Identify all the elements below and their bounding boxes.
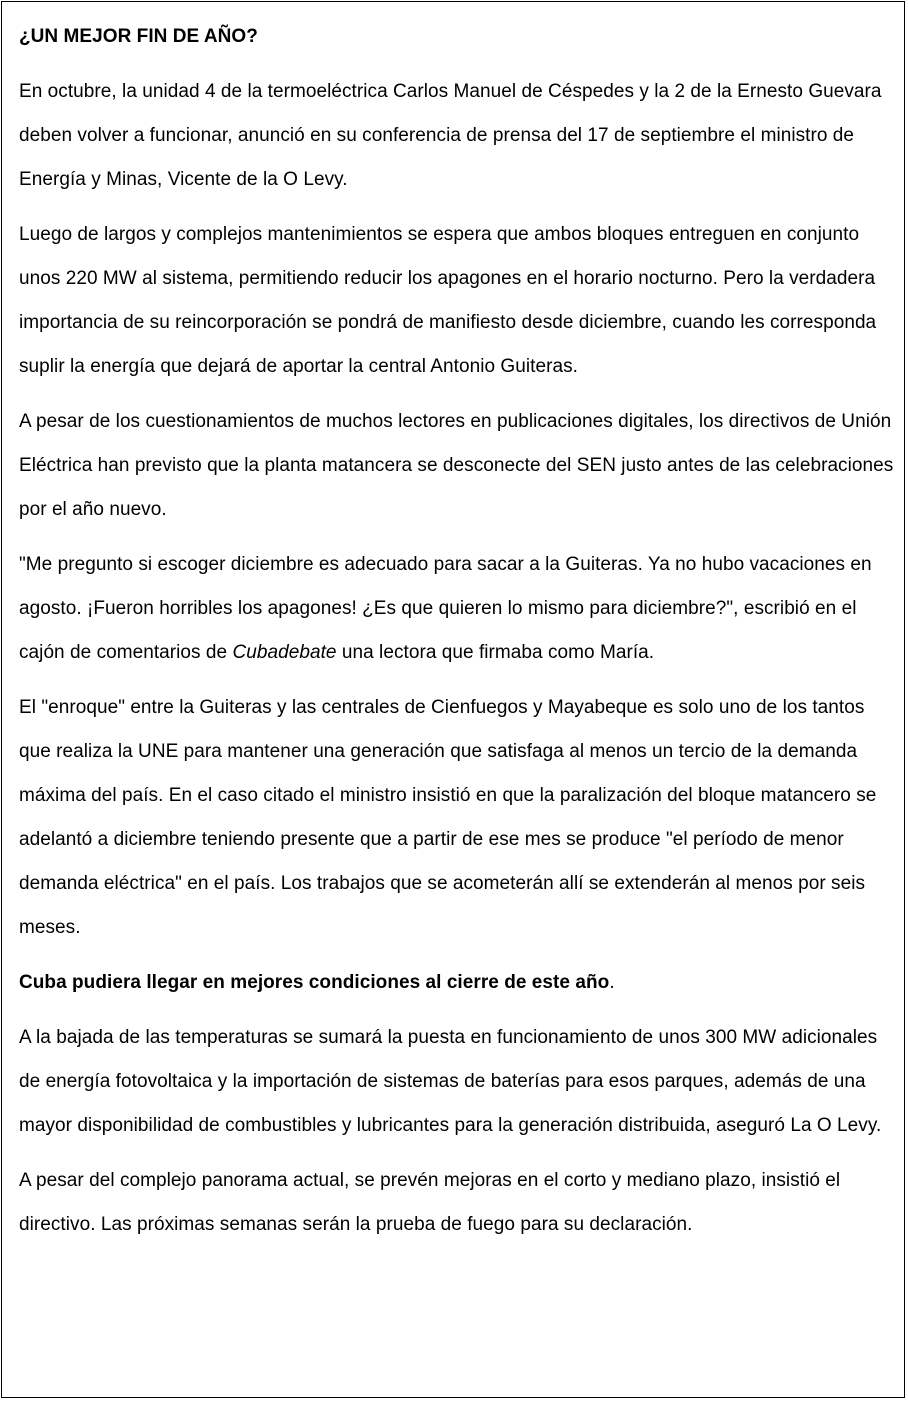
paragraph-2: Luego de largos y complejos mantenimientos se espera que ambos bloques entreguen en conjunto unos 220 MW al sistema, permitiendo reducir los apagones en el horario nocturno. Pero la verdadera importancia de su reincorporación se pondrá de manifiesto desde diciembre, cuando les corresponda suplir la energía que dejará de aportar la central Antonio Guiteras.	[19, 224, 877, 377]
section-subheading	[19, 961, 899, 1005]
article-frame	[1, 1, 905, 1398]
paragraph-6: A la bajada de las temperaturas se sumará la puesta en funcionamiento de unos 300 MW adicionales de energía fotovoltaica y la importación de sistemas de baterías para esos parques, además de una mayor disponibilidad de combustibles y lubricantes para la generación distribuida, aseguró La O Levy.	[19, 1027, 882, 1136]
subheading-period: .	[609, 972, 615, 993]
quote-text: "Me pregunto si escoger diciembre es adecuado para sacar a la Guiteras. Ya no hubo vacaciones en agosto. ¡Fueron horribles los apagones! ¿Es que quieren lo mismo para diciembre?", escribió en el cajón de comentarios de	[19, 554, 872, 663]
quote-attribution: una lectora que firmaba como María.	[336, 642, 655, 663]
source-name: Cubadebate	[232, 642, 337, 663]
paragraph-7: A pesar del complejo panorama actual, se prevén mejoras en el corto y mediano plazo, insistió el directivo. Las próximas semanas serán la prueba de fuego para su declaración.	[19, 1170, 841, 1235]
subheading-text: Cuba pudiera llegar en mejores condiciones al cierre de este año	[19, 972, 610, 993]
paragraph-1: En octubre, la unidad 4 de la termoeléctrica Carlos Manuel de Céspedes y la 2 de la Ernesto Guevara deben volver a funcionar, anunció en su conferencia de prensa del 17 de septiembre el ministro de Energía y Minas, Vicente de la O Levy.	[19, 81, 882, 190]
article-body	[19, 15, 899, 1258]
paragraph-3: A pesar de los cuestionamientos de muchos lectores en publicaciones digitales, los directivos de Unión Eléctrica han previsto que la planta matancera se desconecte del SEN justo antes de las celebraciones por el año nuevo.	[19, 411, 894, 520]
paragraph-4	[19, 543, 899, 675]
article-title: ¿UN MEJOR FIN DE AÑO?	[19, 26, 258, 47]
paragraph-5: El "enroque" entre la Guiteras y las centrales de Cienfuegos y Mayabeque es solo uno de los tantos que realiza la UNE para mantener una generación que satisfaga al menos un tercio de la demanda máxima del país. En el caso citado el ministro insistió en que la paralización del bloque matancero se adelantó a diciembre teniendo presente que a partir de ese mes se produce "el período de menor demanda eléctrica" en el país. Los trabajos que se acometerán allí se extenderán al menos por seis meses.	[19, 697, 877, 938]
